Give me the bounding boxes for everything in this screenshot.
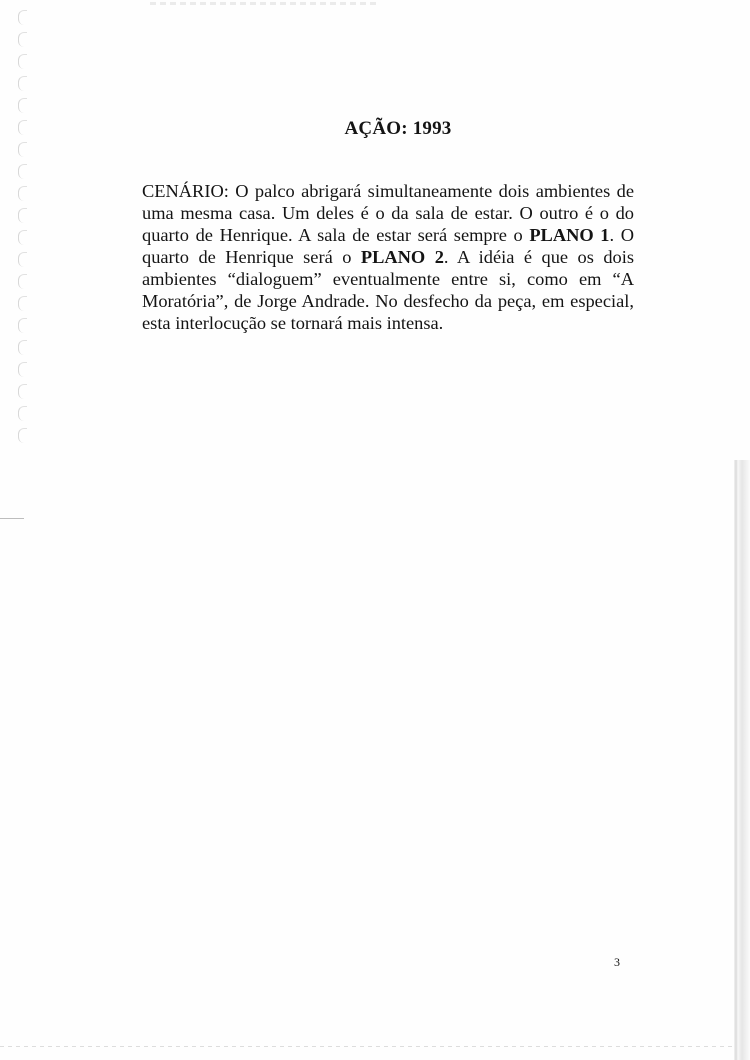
plano-2-label: PLANO 2 <box>360 247 444 267</box>
scenario-paragraph <box>142 180 634 334</box>
scan-artifact-bottom <box>0 1046 734 1047</box>
plano-1-label: PLANO 1 <box>529 225 610 245</box>
scan-artifact-right-edge <box>734 460 750 1060</box>
scan-artifact-left-dash <box>0 518 24 519</box>
scan-artifact-top <box>150 2 380 5</box>
scan-artifact-left-marks <box>14 10 34 710</box>
paragraph-middle: . O quarto de Henrique será o <box>142 225 634 267</box>
paragraph-ending: . A idéia é que os dois ambientes “dialoguem” eventualmente entre si, como em “A Moratória”, de Jorge Andrade. No desfecho da peça, em especial, esta interlocução se tornará mais intensa. <box>142 247 634 333</box>
page-heading: AÇÃO: 1993 <box>344 118 452 139</box>
page-number: 3 <box>614 955 620 969</box>
paragraph-intro: CENÁRIO: O palco abrigará simultaneamente dois ambientes de uma mesma casa. Um deles é o da sala de estar. O outro é o do quarto de Henrique. A sala de estar será sempre o <box>142 181 634 245</box>
